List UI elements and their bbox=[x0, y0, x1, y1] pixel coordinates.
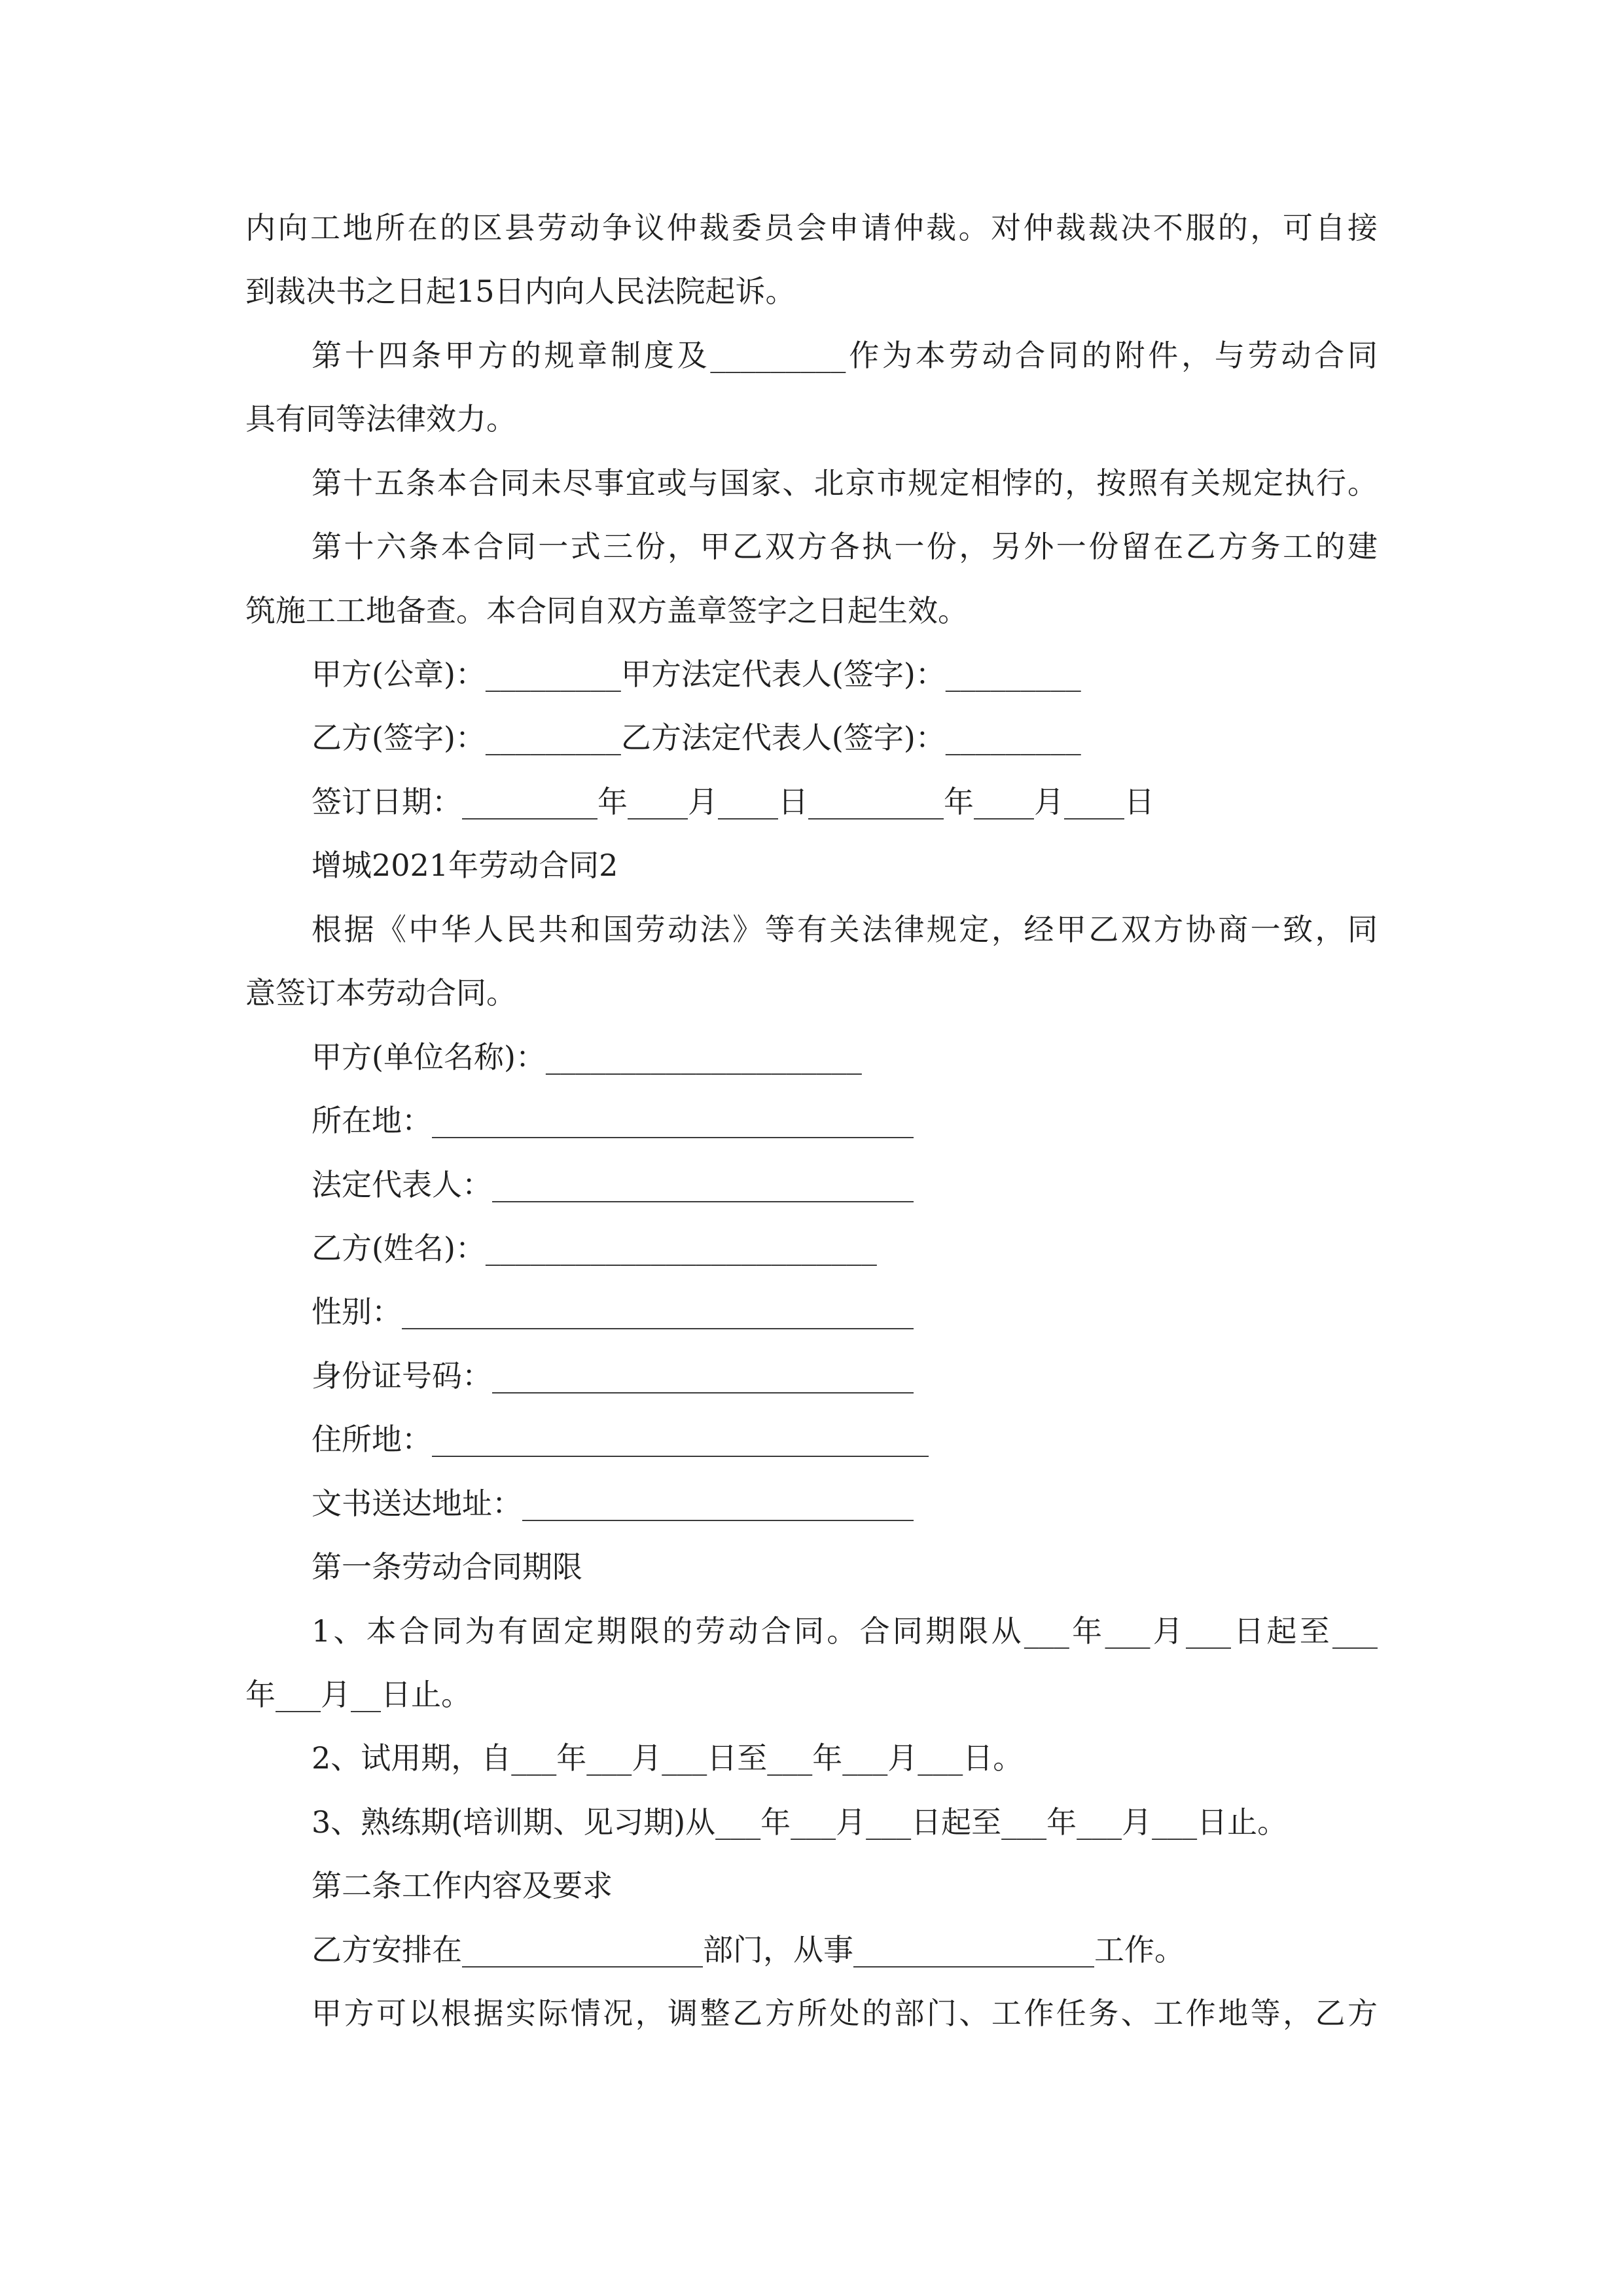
form-field-line: 甲方(单位名称)：_____________________ bbox=[312, 1039, 862, 1075]
text-line: 乙方安排在________________部门，从事________________工作。 bbox=[312, 1932, 1185, 1967]
text-line: 甲方可以根据实际情况，调整乙方所处的部门、工作任务、工作地等，乙方 bbox=[312, 1996, 1378, 2031]
article-heading: 第二条工作内容及要求 bbox=[312, 1868, 613, 1903]
text-line: 乙方(签字)：_________乙方法定代表人(签字)：_________ bbox=[312, 720, 1081, 755]
form-field-line: 乙方(姓名)：__________________________ bbox=[312, 1230, 877, 1266]
text-line: 筑施工工地备查。本合同自双方盖章签字之日起生效。 bbox=[245, 593, 968, 628]
form-field-line: 所在地：________________________________ bbox=[312, 1103, 914, 1138]
text-line: 第十五条本合同未尽事宜或与国家、北京市规定相悖的，按照有关规定执行。 bbox=[312, 465, 1378, 501]
text-line: 签订日期：_________年____月____日_________年____月____日 bbox=[312, 784, 1154, 819]
article-heading: 第一条劳动合同期限 bbox=[312, 1549, 582, 1585]
text-line: 年___月__日止。 bbox=[245, 1677, 471, 1712]
form-field-line: 法定代表人：____________________________ bbox=[312, 1167, 914, 1202]
text-line: 第十四条甲方的规章制度及_________作为本劳动合同的附件，与劳动合同 bbox=[312, 338, 1378, 373]
text-line: 意签订本劳动合同。 bbox=[245, 975, 516, 1011]
text-line: 内向工地所在的区县劳动争议仲裁委员会申请仲裁。对仲裁裁决不服的，可自接 bbox=[245, 210, 1378, 245]
text-line: 3、熟练期(培训期、见习期)从___年___月___日起至___年___月___日止。 bbox=[312, 1804, 1288, 1840]
form-field-line: 住所地：_________________________________ bbox=[312, 1422, 929, 1457]
text-line: 2、试用期，自___年___月___日至___年___月___日。 bbox=[312, 1740, 1024, 1776]
form-field-line: 身份证号码：____________________________ bbox=[312, 1358, 914, 1393]
text-line: 1、本合同为有固定期限的劳动合同。合同期限从___年___月___日起至___ bbox=[312, 1613, 1378, 1649]
text-line: 到裁决书之日起15日内向人民法院起诉。 bbox=[245, 274, 796, 309]
text-line: 第十六条本合同一式三份，甲乙双方各执一份，另外一份留在乙方务工的建 bbox=[312, 529, 1378, 564]
text-line: 甲方(公章)：_________甲方法定代表人(签字)：_________ bbox=[312, 656, 1081, 692]
section-heading: 增城2021年劳动合同2 bbox=[312, 848, 618, 883]
form-field-line: 性别：__________________________________ bbox=[312, 1294, 914, 1329]
form-field-line: 文书送达地址：__________________________ bbox=[312, 1486, 914, 1521]
text-line: 具有同等法律效力。 bbox=[245, 401, 516, 437]
text-line: 根据《中华人民共和国劳动法》等有关法律规定，经甲乙双方协商一致，同 bbox=[312, 912, 1378, 947]
